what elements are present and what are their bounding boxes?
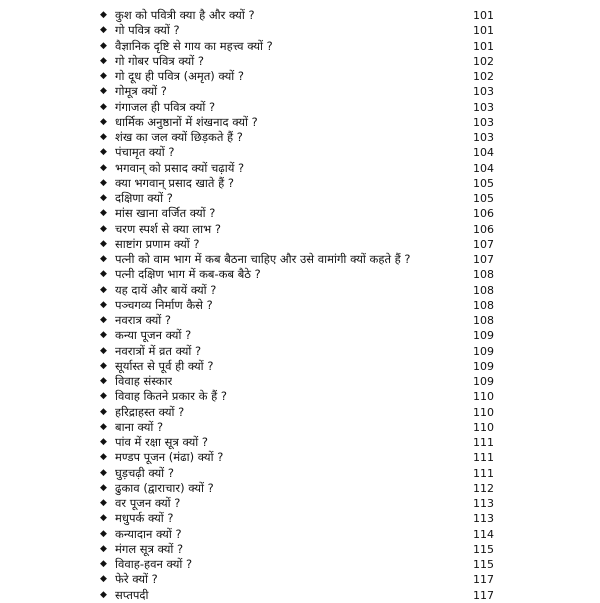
toc-entry-page-number: 114 xyxy=(473,527,494,541)
toc-entry-title: भगवान् को प्रसाद क्यों चढ़ायें ? xyxy=(115,160,245,175)
diamond-bullet-icon: ◆ xyxy=(100,101,107,112)
toc-entry-title: साष्टांग प्रणाम क्यों ? xyxy=(115,236,200,251)
toc-entry-page-number: 103 xyxy=(473,131,494,144)
toc-entry-title: पत्नी दक्षिण भाग में कब-कब बैठे ? xyxy=(115,267,261,282)
toc-entry-page-number: 107 xyxy=(473,237,494,251)
toc-entry xyxy=(100,267,494,282)
toc-entry-title: गोमूत्र क्यों ? xyxy=(115,84,167,99)
toc-entry-page-number: 105 xyxy=(473,176,494,190)
diamond-bullet-icon: ◆ xyxy=(100,406,107,417)
toc-entry xyxy=(100,191,494,206)
toc-entry-title: विवाह-हवन क्यों ? xyxy=(115,557,193,571)
toc-entry-title: सूर्यास्त से पूर्व ही क्यों ? xyxy=(115,358,214,373)
toc-entry xyxy=(100,496,494,511)
toc-entry-title: बाना क्यों ? xyxy=(115,419,164,434)
toc-entry-page-number: 101 xyxy=(473,39,494,53)
diamond-bullet-icon: ◆ xyxy=(100,452,107,463)
toc-entry-page-number: 104 xyxy=(473,161,494,175)
toc-entry-page-number: 106 xyxy=(473,222,494,236)
diamond-bullet-icon: ◆ xyxy=(100,193,107,203)
diamond-bullet-icon: ◆ xyxy=(100,132,107,142)
toc-entry-page-number: 115 xyxy=(473,558,494,571)
diamond-bullet-icon: ◆ xyxy=(100,299,107,310)
diamond-bullet-icon: ◆ xyxy=(100,284,107,295)
diamond-bullet-icon: ◆ xyxy=(100,223,107,234)
toc-entry xyxy=(100,313,494,328)
diamond-bullet-icon: ◆ xyxy=(100,482,107,493)
toc-entry-title: विवाह संस्कार xyxy=(115,374,173,388)
toc-entry-title: वर पूजन क्यों ? xyxy=(115,496,181,510)
toc-entry-title: कन्या पूजन क्यों ? xyxy=(115,328,192,343)
toc-entry-title: यह दायें और बायें क्यों ? xyxy=(115,282,217,297)
diamond-bullet-icon: ◆ xyxy=(100,269,107,280)
toc-entry xyxy=(100,542,494,557)
toc-entry-page-number: 113 xyxy=(473,497,494,510)
diamond-bullet-icon: ◆ xyxy=(100,437,107,447)
diamond-bullet-icon: ◆ xyxy=(100,467,107,478)
toc-entry xyxy=(100,420,494,435)
diamond-bullet-icon: ◆ xyxy=(100,391,107,402)
toc-entry xyxy=(100,145,494,160)
toc-entry xyxy=(100,39,494,54)
toc-entry xyxy=(100,84,494,99)
toc-entry-page-number: 105 xyxy=(473,192,494,205)
toc-entry-title: कुश को पवित्री क्या है और क्यों ? xyxy=(115,8,255,22)
toc-entry xyxy=(100,389,494,404)
toc-entry-title: विवाह कितने प्रकार के हैं ? xyxy=(115,389,227,404)
diamond-bullet-icon: ◆ xyxy=(100,528,107,539)
toc-entry-title: मण्डप पूजन (मंढा) क्यों ? xyxy=(115,450,224,465)
toc-entry-title: हरिद्राहस्त क्यों ? xyxy=(115,404,185,419)
diamond-bullet-icon: ◆ xyxy=(100,25,107,36)
toc-entry-page-number: 110 xyxy=(473,420,494,434)
toc-entry-title: मधुपर्क क्यों ? xyxy=(115,511,174,526)
toc-entry-page-number: 117 xyxy=(473,573,494,587)
toc-entry-title: घुड़चढ़ी क्यों ? xyxy=(115,465,174,480)
toc-entry-title: पत्नी को वाम भाग में कब बैठना चाहिए और उसे वामांगी क्यों कहते हैं ? xyxy=(115,252,411,266)
toc-entry-page-number: 117 xyxy=(473,588,494,602)
toc-entry xyxy=(100,222,494,237)
diamond-bullet-icon: ◆ xyxy=(100,254,107,264)
toc-entry-page-number: 115 xyxy=(473,542,494,556)
toc-entry xyxy=(100,374,494,389)
toc-entry-title: गंगाजल ही पवित्र क्यों ? xyxy=(115,99,216,114)
toc-entry-page-number: 103 xyxy=(473,85,494,99)
toc-entry-title: गो दूध ही पवित्र (अमृत) क्यों ? xyxy=(115,69,244,83)
toc-entry xyxy=(100,176,494,191)
toc-entry xyxy=(100,8,494,23)
diamond-bullet-icon: ◆ xyxy=(100,162,107,173)
toc-entry-page-number: 103 xyxy=(473,115,494,129)
toc-entry-title: नवरात्रों में व्रत क्यों ? xyxy=(115,343,202,358)
toc-entry-title: नवरात्र क्यों ? xyxy=(115,313,172,327)
toc-entry xyxy=(100,54,494,69)
diamond-bullet-icon: ◆ xyxy=(100,10,107,20)
toc-entry-page-number: 112 xyxy=(473,481,494,495)
toc-entry-title: शंख का जल क्यों छिड़कते हैं ? xyxy=(115,130,243,144)
diamond-bullet-icon: ◆ xyxy=(100,589,107,600)
toc-entry-page-number: 104 xyxy=(473,146,494,160)
toc-entry xyxy=(100,450,494,465)
toc-entry xyxy=(100,252,494,267)
diamond-bullet-icon: ◆ xyxy=(100,421,107,432)
toc-entry-page-number: 108 xyxy=(473,283,494,297)
diamond-bullet-icon: ◆ xyxy=(100,513,107,524)
diamond-bullet-icon: ◆ xyxy=(100,177,107,188)
toc-entry xyxy=(100,161,494,176)
toc-entry xyxy=(100,328,494,343)
diamond-bullet-icon: ◆ xyxy=(100,238,107,249)
diamond-bullet-icon: ◆ xyxy=(100,55,107,66)
toc-entry-title: धार्मिक अनुष्ठानों में शंखनाद क्यों ? xyxy=(115,114,258,129)
diamond-bullet-icon: ◆ xyxy=(100,315,107,325)
toc-entry-page-number: 110 xyxy=(473,405,494,419)
toc-entry xyxy=(100,405,494,420)
toc-entry-page-number: 102 xyxy=(473,54,494,68)
diamond-bullet-icon: ◆ xyxy=(100,147,107,158)
toc-entry-title: ढुकाव (द्वाराचार) क्यों ? xyxy=(115,480,214,495)
toc-entry-page-number: 108 xyxy=(473,298,494,312)
toc-entry xyxy=(100,206,494,221)
diamond-bullet-icon: ◆ xyxy=(100,345,107,356)
toc-entry-page-number: 108 xyxy=(473,268,494,282)
table-of-contents xyxy=(100,8,494,603)
toc-entry-title: क्या भगवान् प्रसाद खाते हैं ? xyxy=(115,175,234,190)
toc-entry-title: मांस खाना वर्जित क्यों ? xyxy=(115,206,216,221)
toc-entry-page-number: 101 xyxy=(473,9,494,22)
toc-entry-title: गो पवित्र क्यों ? xyxy=(115,23,180,38)
toc-entry xyxy=(100,481,494,496)
toc-entry xyxy=(100,466,494,481)
toc-entry-page-number: 107 xyxy=(473,253,494,266)
toc-entry-page-number: 109 xyxy=(473,375,494,388)
diamond-bullet-icon: ◆ xyxy=(100,86,107,97)
toc-entry-page-number: 102 xyxy=(473,70,494,83)
toc-entry xyxy=(100,23,494,38)
diamond-bullet-icon: ◆ xyxy=(100,208,107,219)
toc-entry-title: पञ्चगव्य निर्माण कैसे ? xyxy=(115,297,213,312)
toc-entry-page-number: 108 xyxy=(473,314,494,327)
toc-entry xyxy=(100,130,494,145)
toc-entry-title: चरण स्पर्श से क्या लाभ ? xyxy=(115,221,221,236)
toc-entry xyxy=(100,511,494,526)
toc-entry-page-number: 109 xyxy=(473,344,494,358)
toc-entry xyxy=(100,435,494,450)
toc-entry-title: मंगल सूत्र क्यों ? xyxy=(115,541,184,556)
diamond-bullet-icon: ◆ xyxy=(100,498,107,508)
toc-entry-title: पांव में रक्षा सूत्र क्यों ? xyxy=(115,435,209,449)
toc-entry-page-number: 103 xyxy=(473,100,494,114)
diamond-bullet-icon: ◆ xyxy=(100,574,107,585)
toc-entry-page-number: 110 xyxy=(473,390,494,404)
toc-entry xyxy=(100,69,494,84)
toc-entry-page-number: 113 xyxy=(473,512,494,526)
toc-entry-page-number: 111 xyxy=(473,451,494,465)
diamond-bullet-icon: ◆ xyxy=(100,360,107,371)
diamond-bullet-icon: ◆ xyxy=(100,40,107,51)
toc-entry-title: फेरे क्यों ? xyxy=(115,572,158,587)
toc-entry-page-number: 109 xyxy=(473,329,494,343)
diamond-bullet-icon: ◆ xyxy=(100,116,107,127)
toc-entry xyxy=(100,283,494,298)
toc-entry-title: सप्तपदी xyxy=(115,587,149,602)
toc-entry-page-number: 111 xyxy=(473,466,494,480)
toc-entry-page-number: 109 xyxy=(473,359,494,373)
toc-entry xyxy=(100,237,494,252)
diamond-bullet-icon: ◆ xyxy=(100,71,107,81)
diamond-bullet-icon: ◆ xyxy=(100,559,107,569)
toc-entry xyxy=(100,572,494,587)
toc-entry xyxy=(100,527,494,542)
toc-entry xyxy=(100,115,494,130)
diamond-bullet-icon: ◆ xyxy=(100,376,107,386)
toc-entry-page-number: 101 xyxy=(473,24,494,38)
toc-entry-title: गो गोबर पवित्र क्यों ? xyxy=(115,53,204,68)
toc-entry xyxy=(100,298,494,313)
toc-entry xyxy=(100,588,494,603)
toc-entry-title: पंचामृत क्यों ? xyxy=(115,145,175,160)
toc-entry xyxy=(100,344,494,359)
diamond-bullet-icon: ◆ xyxy=(100,543,107,554)
diamond-bullet-icon: ◆ xyxy=(100,330,107,341)
toc-entry xyxy=(100,100,494,115)
toc-entry-title: कन्यादान क्यों ? xyxy=(115,526,182,541)
toc-entry-page-number: 106 xyxy=(473,207,494,221)
toc-entry-title: वैज्ञानिक दृष्टि से गाय का महत्त्व क्यों ? xyxy=(115,38,273,53)
toc-entry xyxy=(100,359,494,374)
toc-entry-page-number: 111 xyxy=(473,436,494,449)
toc-entry-title: दक्षिणा क्यों ? xyxy=(115,191,173,205)
toc-entry xyxy=(100,557,494,572)
